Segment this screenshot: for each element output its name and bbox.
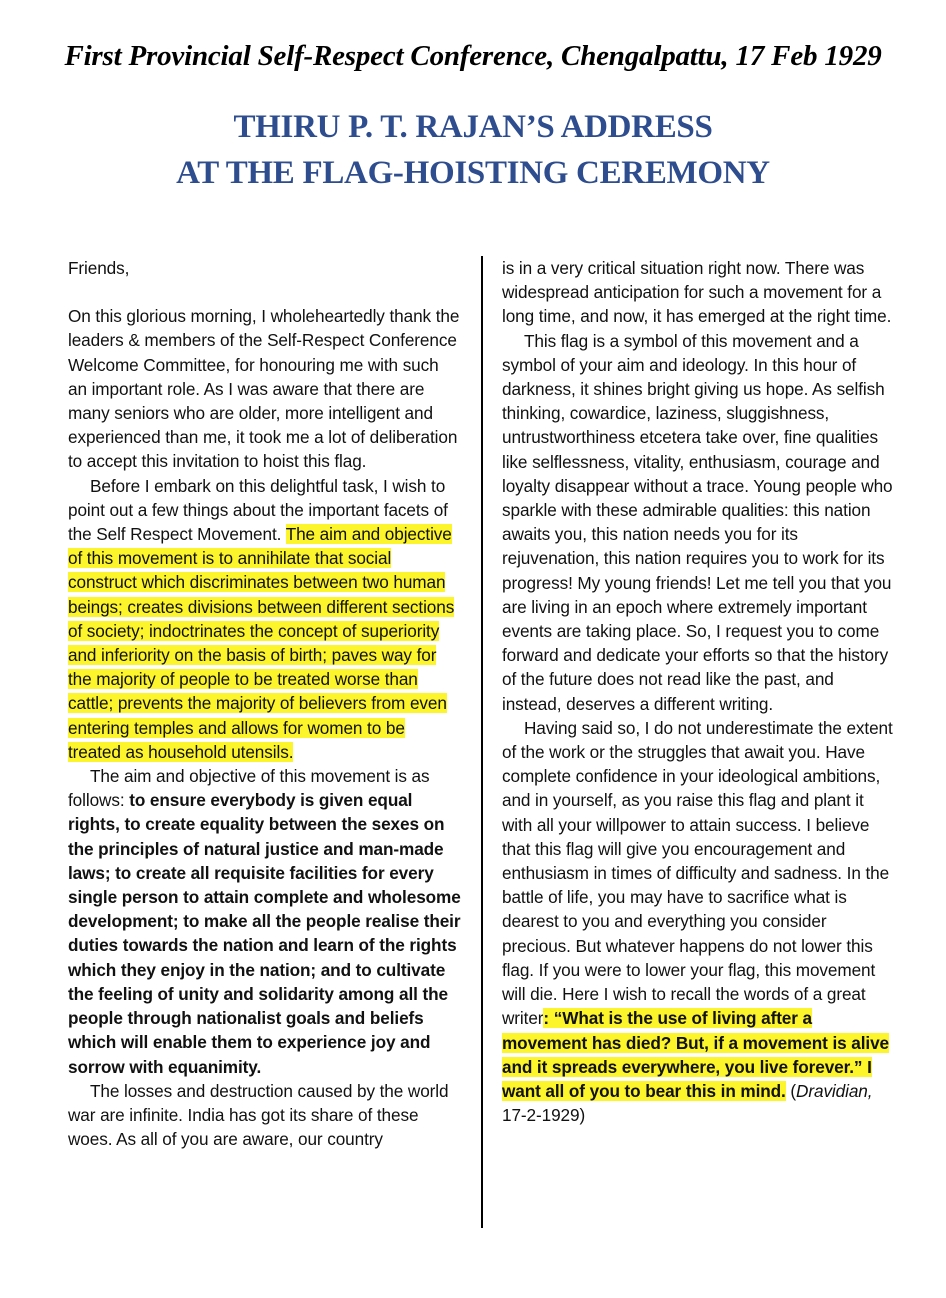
paragraph-objectives bbox=[68, 764, 462, 1079]
objectives-bold-text: to ensure everybody is given equal rights, to create equality between the sexes on the principles of natural justice and man-made laws; to create all requisite facilities for every single person to attain complete and wholesome development; to make all the people realise their duties towards the nation and learn of the rights which they enjoy in the nation; and to cultivate the feeling of unity and solidarity among all the people through nationalist goals and beliefs which will enable them to experience joy and sorrow with equanimity. bbox=[68, 790, 461, 1077]
address-title-line1: THIRU P. T. RAJAN’S ADDRESS bbox=[233, 109, 713, 145]
objectives-intro: The aim and objective of this movement is as follows: bbox=[68, 766, 430, 811]
highlighted-quote: : “What is the use of living after a movement has died? But, if a movement is alive and it spreads everywhere, you live forever.” I want all of you to bear this in mind. bbox=[502, 1008, 890, 1101]
right-column bbox=[502, 256, 896, 1127]
paragraph-flag-symbol: This flag is a symbol of this movement and a symbol of your aim and ideology. In this hour of darkness, it shines bright giving us hope. As selfish thinking, cowardice, laziness, sluggishness, untrustworthiness etcetera take over, fine qualities like selflessness, vitality, enthusiasm, courage and loyalty disappear without a trace. Young people who sparkle with these admirable qualities: this nation awaits you, this nation needs you for its rejuvenation, this nation requires you to work for its progress! My young friends! Let me tell you that you are living in an epoch where extremely important events are taking place. So, I request you to come forward and dedicate your efforts so that the history of the future does not read like the past, and instead, deserves a different writing. bbox=[502, 330, 893, 714]
source-date: 17-2-1929) bbox=[502, 1105, 586, 1126]
paragraph-facets bbox=[68, 474, 462, 764]
salutation: Friends, bbox=[68, 258, 130, 278]
source-open: ( bbox=[785, 1080, 797, 1101]
left-column bbox=[68, 256, 462, 1151]
facets-text: Before I embark on this delightful task, I wish to point out a few things about the important facets of the Self Respect Movement. bbox=[68, 475, 448, 545]
paragraph-war: The losses and destruction caused by the world war are infinite. India has got its share of these woes. As all of you are aware, our country bbox=[68, 1080, 449, 1150]
paragraph-situation: is in a very critical situation right now. There was widespread anticipation for such a movement for a long time, and now, it has emerged at the right time. bbox=[502, 258, 892, 327]
highlighted-aim-text: The aim and objective of this movement is to annihilate that social construct which discriminates between two human beings; creates divisions between different sections of society; indoctrinates the concept of superiority and inferiority on the basis of birth; paves way for the majority of people to be treated worse than cattle; prevents the majority of believers from even entering temples and allows for women to be treated as household utensils. bbox=[68, 524, 455, 762]
source-name: Dravidian, bbox=[796, 1080, 873, 1101]
paragraph-closing bbox=[502, 716, 896, 1127]
address-title-line2: AT THE FLAG-HOISTING CEREMONY bbox=[176, 155, 770, 191]
paragraph-thanks: On this glorious morning, I wholeheartedly thank the leaders & members of the Self-Respect Conference Welcome Committee, for honouring me with such an important role. As I was aware that there are many seniors who are older, more intelligent and experienced than me, it took me a lot of deliberation to accept this invitation to hoist this flag. bbox=[68, 306, 460, 472]
address-title bbox=[0, 104, 946, 196]
column-divider bbox=[481, 256, 483, 1228]
closing-text: Having said so, I do not underestimate the extent of the work or the struggles that await you. Have complete confidence in your ideological ambitions, and in yourself, as you raise this flag and plant it with all your willpower to attain success. I believe that this flag will give you encouragement and enthusiasm in times of difficulty and sadness. In the battle of life, you may have to sacrifice what is dearest to you and everything you consider precious. But whatever happens do not lower this flag. If you were to lower your flag, this movement will die. Here I wish to recall the words of a great writer bbox=[502, 717, 893, 1029]
conference-title: First Provincial Self-Respect Conference, Chengalpattu, 17 Feb 1929 bbox=[64, 40, 882, 72]
